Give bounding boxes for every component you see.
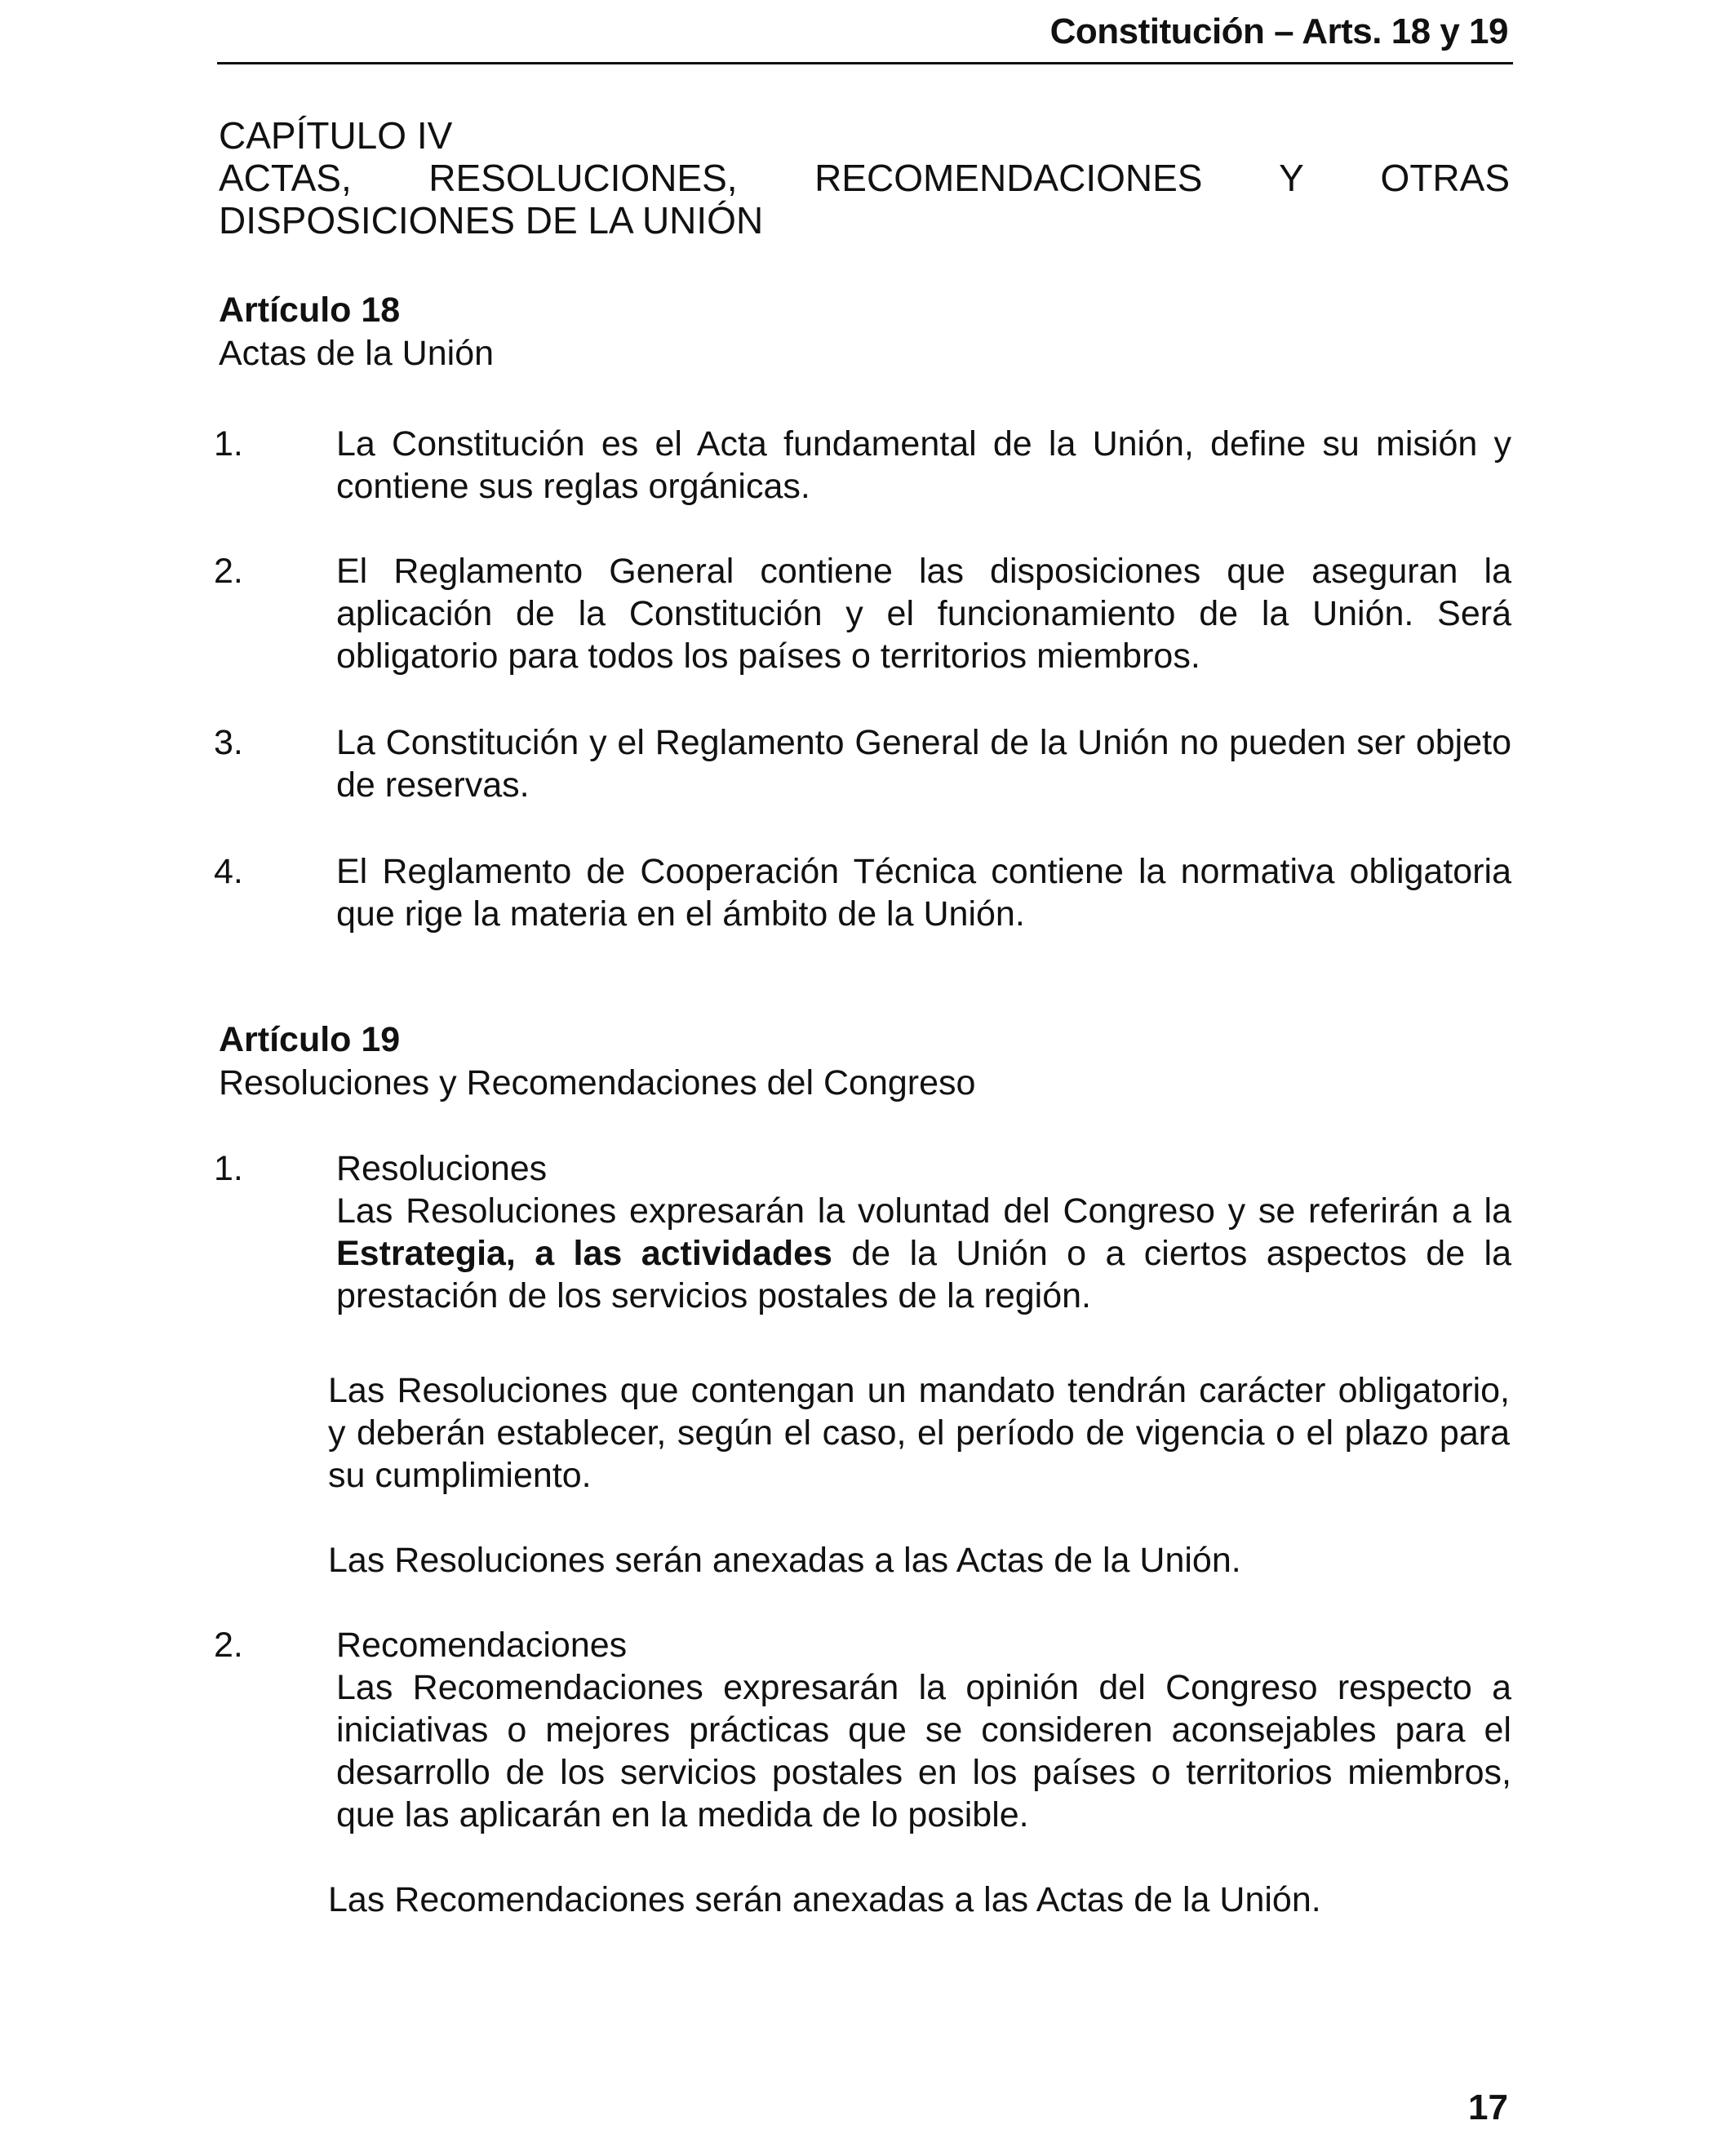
article-18-header: [219, 289, 1510, 375]
item-text: [336, 1190, 1511, 1317]
item-text: La Constitución es el Acta fundamental de la Unión, define su misión y contiene sus reglas orgánicas.: [336, 424, 1511, 506]
article-subtitle: Resoluciones y Recomendaciones del Congreso: [219, 1063, 976, 1102]
recomendaciones-paragraph-2: Las Recomendaciones serán anexadas a las Actas de la Unión.: [328, 1880, 1321, 1919]
running-head: Constitución – Arts. 18 y 19: [1049, 11, 1508, 51]
item-text: El Reglamento de Cooperación Técnica contiene la normativa obligatoria que rige la materia en el ámbito de la Unión.: [336, 852, 1511, 934]
item-body: [336, 1147, 1511, 1317]
article-heading: Artículo 19: [219, 1020, 401, 1059]
chapter-title: ACTAS, RESOLUCIONES, RECOMENDACIONES Y OTRAS DISPOSICIONES DE LA UNIÓN: [219, 157, 1510, 242]
article-subtitle: Actas de la Unión: [219, 334, 495, 373]
chapter-label: CAPÍTULO IV: [219, 114, 453, 157]
resoluciones-paragraph-3: Las Resoluciones serán anexadas a las Actas de la Unión.: [328, 1541, 1241, 1580]
resoluciones-paragraph-2: Las Resoluciones que contengan un mandato tendrán carácter obligatorio, y deberán establecer, según el caso, el período de vigencia o el plazo para su cumplimiento.: [328, 1371, 1510, 1495]
text-run: Las Resoluciones expresarán la voluntad del Congreso y se referirán a la: [336, 1191, 1511, 1231]
item-body: [336, 1624, 1511, 1836]
item-title: Recomendaciones: [336, 1626, 628, 1665]
item-text: El Reglamento General contiene las disposiciones que aseguran la aplicación de la Constitución y el funcionamiento de la Unión. Será obligatorio para todos los países o territorios miembros.: [336, 552, 1511, 676]
article-19-header: [219, 1018, 1510, 1105]
item-number: 3.: [214, 723, 243, 762]
bold-text-run: Estrategia, a las actividades: [336, 1234, 832, 1273]
item-text: La Constitución y el Reglamento General de la Unión no pueden ser objeto de reservas.: [336, 723, 1511, 805]
item-number: 1.: [214, 1149, 243, 1188]
article-heading: Artículo 18: [219, 291, 401, 330]
item-number: 2.: [214, 552, 243, 591]
text-run: de la Unión o a ciertos aspectos de la prestación de los servicios postales de la región.: [336, 1234, 1511, 1315]
page-number: 17: [1468, 2087, 1508, 2127]
header-rule: [217, 62, 1513, 64]
item-number: 4.: [214, 852, 243, 891]
item-number: 1.: [214, 424, 243, 464]
item-title: Resoluciones: [336, 1149, 548, 1188]
chapter-heading: [219, 114, 1510, 242]
item-text: Las Recomendaciones expresarán la opinión del Congreso respecto a iniciativas o mejores prácticas que se consideren aconsejables para el desarrollo de los servicios postales en los países o territorios miembros, que las aplicarán en la medida de lo posible.: [336, 1668, 1511, 1834]
item-number: 2.: [214, 1626, 243, 1665]
